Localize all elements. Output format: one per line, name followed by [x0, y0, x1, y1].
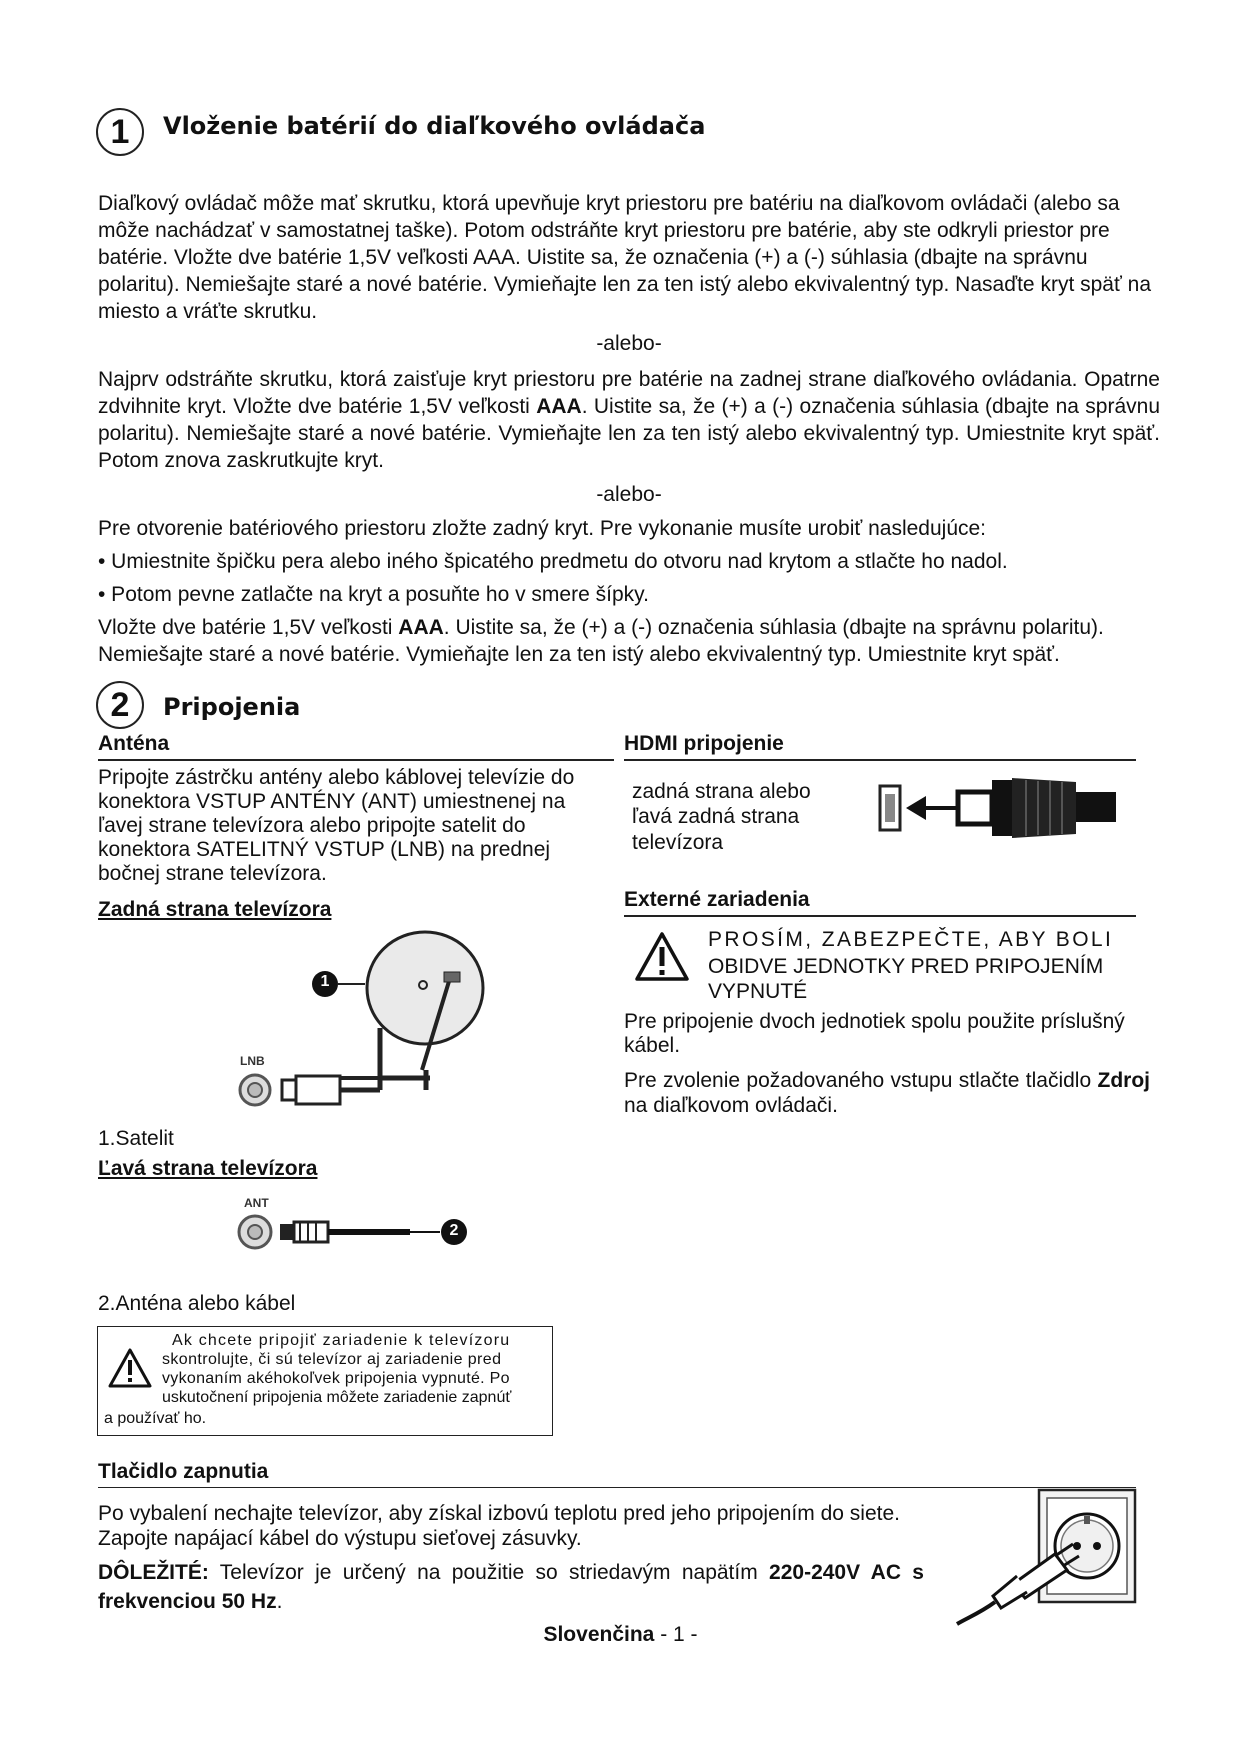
antenna-warning-line-2: skontrolujte, či sú televízor aj zariadenie pred	[162, 1351, 502, 1368]
external-para-2a: Pre zvolenie požadovaného vstupu stlačte tlačidlo	[624, 1069, 1098, 1092]
wall-socket-icon	[1039, 1490, 1135, 1602]
arrow-left-icon	[906, 796, 956, 820]
or-separator-1: -alebo-	[596, 332, 662, 355]
warning-icon	[108, 1347, 152, 1389]
battery-para-4	[98, 614, 1160, 668]
battery-para-4a: Vložte dve batérie 1,5V veľkosti	[98, 616, 399, 639]
caption-satellite: 1.Satelit	[98, 1127, 174, 1150]
marker-1-label: 1	[320, 973, 330, 990]
antenna-warning-line-3: vykonaním akéhokoľvek pripojenia vypnuté. Po	[162, 1370, 510, 1387]
antenna-cable-diagram	[230, 1205, 480, 1260]
battery-para-2a: Najprv odstráňte skrutku, ktorá zaisťuje kryt priestoru pre batérie na zadnej strane diaľkového ovládania. Opatrne zdvihnite kryt. Vložte dve batérie 1,5V veľkosti	[98, 368, 1160, 418]
satellite-diagram	[230, 930, 490, 1115]
hdmi-port-icon	[880, 786, 900, 830]
section-number-1-text: 1	[110, 113, 130, 151]
satellite-dish-icon	[340, 932, 483, 1090]
lnb-label: LNB	[240, 1054, 265, 1068]
footer-page-number: - 1 -	[654, 1623, 698, 1646]
antenna-heading: Anténa	[98, 732, 614, 761]
section-number-2-text: 2	[110, 686, 130, 724]
power-important-label: DÔLEŽITÉ:	[98, 1561, 209, 1584]
external-warning-line-2: OBIDVE JEDNOTKY PRED PRIPOJENÍM	[708, 955, 1104, 978]
ant-label: ANT	[244, 1196, 269, 1210]
hdmi-diagram	[876, 772, 1120, 842]
power-heading: Tlačidlo zapnutia	[98, 1460, 1136, 1488]
power-para-2b: Televízor je určený na použitie so striedavým napätím	[208, 1561, 770, 1584]
section1-body	[98, 190, 1160, 668]
or-separator-2: -alebo-	[596, 483, 662, 506]
section-number-2	[96, 681, 144, 729]
antenna-warning-line-5: a používať ho.	[104, 1410, 207, 1427]
antenna-warning-box	[97, 1326, 553, 1436]
hdmi-text-line-1: zadná strana alebo	[632, 780, 811, 803]
battery-para-3: Pre otvorenie batériového priestoru zložte zadný kryt. Pre vykonanie musíte urobiť nasledujúce:	[98, 517, 987, 540]
antenna-text: Pripojte zástrčku antény alebo káblovej televízie do konektora VSTUP ANTÉNY (ANT) umiestnenej na ľavej strane televízora alebo pripojte satelit do konektora SATELITNÝ VSTUP (LNB) na prednej bočnej strane televízora.	[98, 766, 575, 885]
battery-para-4c: . Uistite sa, že (+) a (-) označenia súhlasia (dbajte na správnu polaritu). Nemiešajte staré a nové batérie. Vymieňajte len za ten istý alebo ekvivalentný typ. Umiestnite kryt späť.	[98, 616, 1104, 666]
battery-para-2	[98, 366, 1160, 474]
power-para-2d: .	[276, 1590, 283, 1613]
hdmi-heading: HDMI pripojenie	[624, 732, 1136, 761]
hdmi-plug-icon	[958, 778, 1116, 838]
external-para-2b: Zdroj	[1097, 1069, 1150, 1092]
hdmi-text-line-2: ľavá zadná strana	[632, 805, 800, 828]
left-side-heading: Ľavá strana televízora	[98, 1157, 318, 1180]
page-footer	[0, 1623, 1241, 1647]
battery-bullet-1: • Umiestnite špičku pera alebo iného špicatého predmetu do otvoru nad krytom a stlačte ho nadol.	[98, 550, 1008, 573]
battery-para-2c: . Uistite sa, že (+) a (-) označenia súhlasia (dbajte na správnu polaritu). Nemiešajte staré a nové batérie. Vymieňajte len za ten istý alebo ekvivalentný typ. Umiestnite kryt späť. Potom znova zaskrutkujte kryt.	[98, 395, 1161, 472]
power-plug-diagram	[955, 1488, 1140, 1628]
external-warning-icon	[634, 930, 690, 984]
external-warning-line-3: VYPNUTÉ	[708, 980, 808, 1003]
battery-bullet-2: • Potom pevne zatlačte na kryt a posuňte ho v smere šípky.	[98, 583, 649, 606]
power-para-2	[98, 1558, 924, 1616]
battery-para-2b: AAA	[536, 395, 582, 418]
external-para-1: Pre pripojenie dvoch jednotiek spolu použite príslušný kábel.	[624, 1010, 1125, 1057]
battery-para-4b: AAA	[398, 616, 444, 639]
back-side-heading: Zadná strana televízora	[98, 898, 332, 921]
hdmi-text-line-3: televízora	[632, 831, 724, 854]
external-para-2c: na diaľkovom ovládači.	[624, 1094, 838, 1117]
external-warning-line-1: PROSÍM, ZABEZPEČTE, ABY BOLI	[708, 928, 1114, 951]
power-voltage: 220-240V AC s frekvenciou 50 Hz	[98, 1561, 924, 1613]
antenna-warning-line-1: Ak chcete pripojiť zariadenie k televízoru	[172, 1332, 511, 1349]
section-title-1: Vloženie batérií do diaľkového ovládača	[163, 112, 706, 140]
battery-para-1: Diaľkový ovládač môže mať skrutku, ktorá upevňuje kryt priestoru pre batériu na diaľkovom ovládači (alebo sa môže nachádzať v samostatnej taške). Potom odstráňte kryt priestoru pre batérie, aby ste odkryli priestor pre batérie. Vložte dve batérie 1,5V veľkosti AAA. Uistite sa, že označenia (+) a (-) súhlasia (dbajte na správnu polaritu). Nemiešajte staré a nové batérie. Vymieňajte len za ten istý alebo ekvivalentný typ. Nasaďte kryt späť na miesto a vráťte skrutku.	[98, 192, 1152, 323]
marker-2-label: 2	[449, 1222, 459, 1239]
section-title-2: Pripojenia	[163, 693, 301, 721]
footer-language: Slovenčina	[543, 1623, 655, 1646]
caption-antenna: 2.Anténa alebo kábel	[98, 1292, 296, 1315]
antenna-warning-line-4: uskutočnení pripojenia môžete zariadenie zapnúť	[162, 1389, 512, 1406]
external-heading: Externé zariadenia	[624, 888, 1136, 917]
external-para-2	[624, 1068, 1150, 1118]
section-number-1	[96, 108, 144, 156]
power-para-1: Po vybalení nechajte televízor, aby získal izbovú teplotu pred jeho pripojením do siete. Zapojte napájací kábel do výstupu sieťovej zásuvky.	[98, 1502, 900, 1550]
ant-connector-icon	[239, 1216, 440, 1248]
